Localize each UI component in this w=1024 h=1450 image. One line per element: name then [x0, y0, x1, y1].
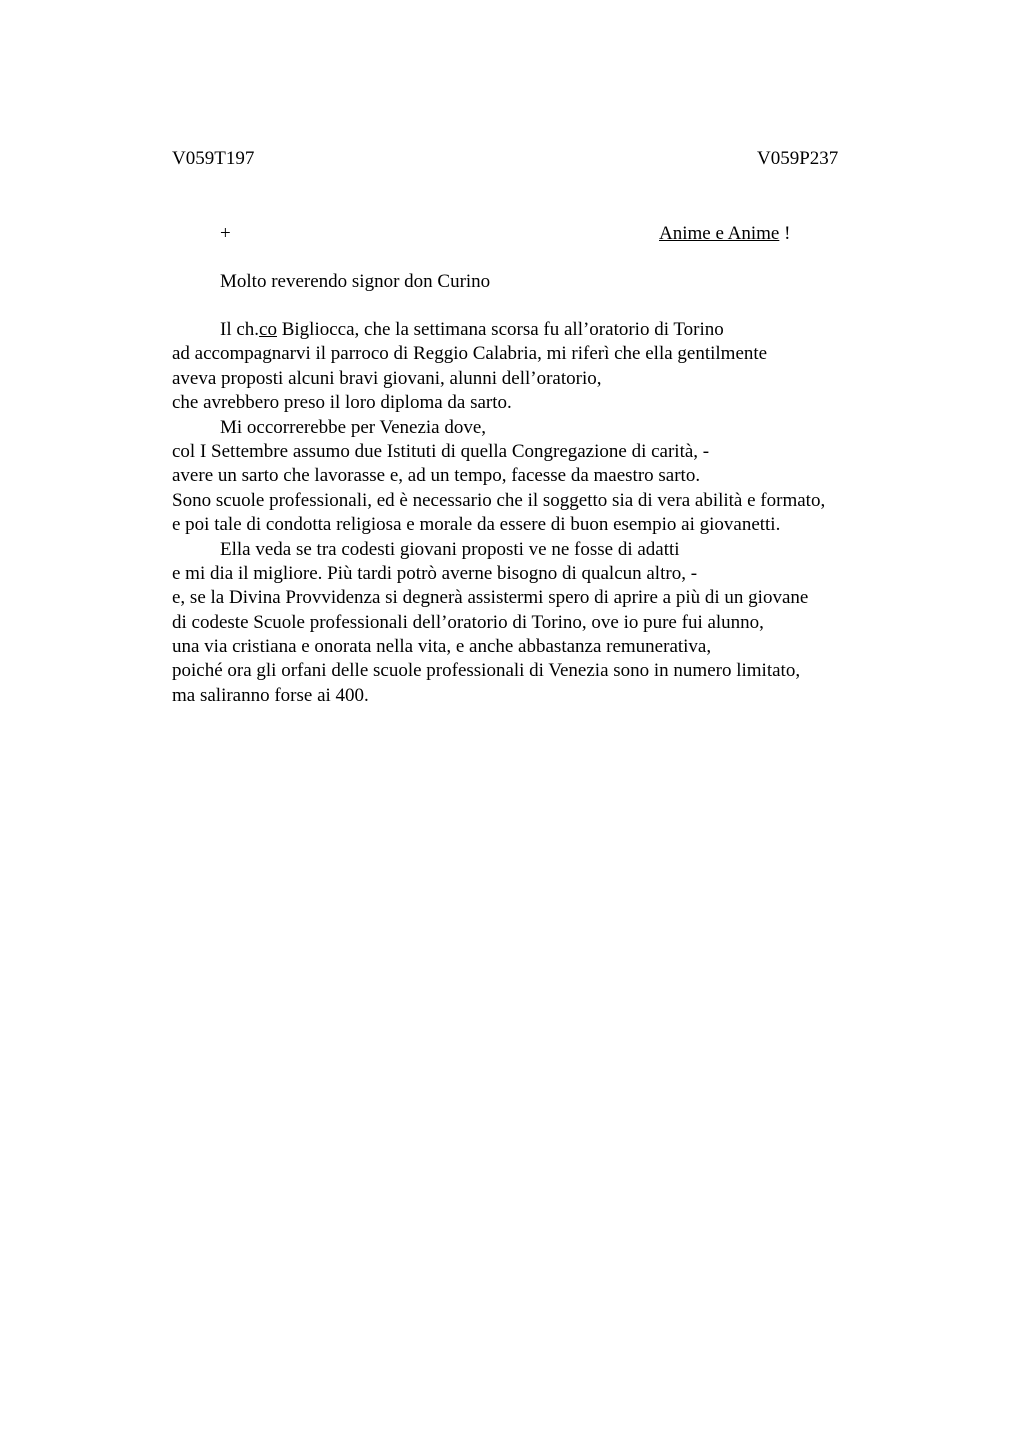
document-code-right: V059P237 [757, 148, 839, 169]
letter-line-rest: Bigliocca, che la settimana scorsa fu all’oratorio di Torino [276, 319, 724, 340]
cross-mark: + [220, 223, 231, 244]
letter-line [172, 318, 932, 342]
letter-line: e, se la Divina Provvidenza si degnerà assistermi spero di aprire a più di un giovane [172, 587, 809, 609]
letter-line: e mi dia il migliore. Più tardi potrò averne bisogno di qualcun altro, - [172, 562, 698, 584]
letter-line: Mi occorrerebbe per Venezia dove, [220, 416, 487, 438]
motto [659, 222, 790, 246]
letter-line: che avrebbero preso il loro diploma da sarto. [172, 392, 512, 414]
document-code-left: V059T197 [172, 148, 255, 169]
letter-line: aveva proposti alcuni bravi giovani, alunni dell’oratorio, [172, 367, 602, 389]
letter-line: ma saliranno forse ai 400. [172, 684, 369, 706]
letter-line: di codeste Scuole professionali dell’oratorio di Torino, ove io pure fui alunno, [172, 611, 764, 633]
letter-body [172, 318, 932, 708]
letter-line: e poi tale di condotta religiosa e morale da essere di buon esempio ai giovanetti. [172, 514, 781, 536]
motto-text: Anime e Anime [659, 223, 780, 244]
letter-line: avere un sarto che lavorasse e, ad un tempo, facesse da maestro sarto. [172, 465, 701, 487]
letter-line: col I Settembre assumo due Istituti di quella Congregazione di carità, - [172, 440, 710, 462]
letter-line: poiché ora gli orfani delle scuole professionali di Venezia sono in numero limitato, [172, 660, 801, 682]
letter-line: una via cristiana e onorata nella vita, e anche abbastanza remunerativa, [172, 636, 712, 658]
letter-line: ad accompagnarvi il parroco di Reggio Calabria, mi riferì che ella gentilmente [172, 343, 768, 365]
salutation: Molto reverendo signor don Curino [220, 271, 491, 292]
letter-line-prefix: Il ch. [220, 319, 260, 340]
motto-punctuation: ! [779, 223, 791, 244]
letter-line: Sono scuole professionali, ed è necessario che il soggetto sia di vera abilità e formato, [172, 489, 826, 511]
letter-line: Ella veda se tra codesti giovani proposti ve ne fosse di adatti [220, 538, 680, 560]
abbreviation-superscript: co [259, 319, 277, 340]
